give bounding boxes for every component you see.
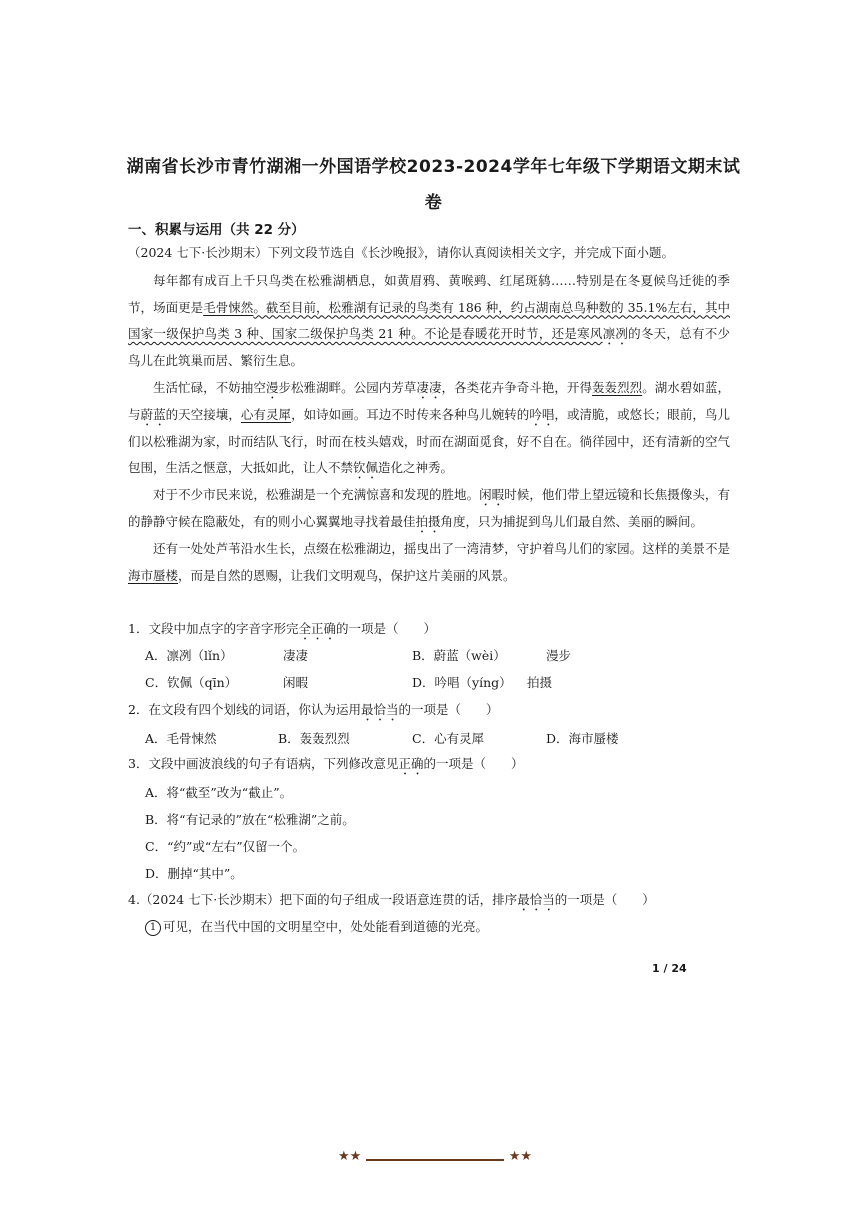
text-run: 1．文段中加点字的字音字形完 <box>128 621 299 636</box>
text-run: 对于不少市民来说，松雅湖是一个充满惊喜和发现的胜地。 <box>153 487 480 502</box>
text-run: ，各类花卉争奇斗艳，开得 <box>441 379 593 395</box>
passage-paragraph-2 <box>128 375 730 483</box>
star-icon: ★★ <box>338 1149 362 1164</box>
q2-option-a: A．毛骨悚然 <box>145 731 217 746</box>
q2-option-c: C．心有灵犀 <box>412 731 485 746</box>
text-run: 的一项是（ ） <box>398 702 499 717</box>
dotted-word: 拍摄 <box>415 514 441 529</box>
text-run: 步松雅湖畔。公园内芳草 <box>278 379 417 395</box>
q3-option-a: A．将“截至”改为“截止”。 <box>145 785 293 800</box>
text-run: 的一项是（ ） <box>335 621 436 636</box>
dotted-word: 蔚蓝 <box>140 406 166 422</box>
dotted-word: 钦佩 <box>353 460 379 475</box>
section-intro: （2024 七下·长沙期末）下列文段节选自《长沙晚报》，请你认真阅读相关文字，并完成下面小题。 <box>128 245 675 260</box>
q2-option-b: B．轰轰烈烈 <box>278 731 350 746</box>
passage-paragraph-3 <box>128 482 730 536</box>
star-icon: ★★ <box>508 1149 532 1164</box>
text-run: 造化之神秀。 <box>378 460 454 475</box>
q1-option-b: B．蔚蓝（wèi） <box>412 648 506 663</box>
text-run: 的冬天，总有不少鸟儿在此筑巢而居、繁衍生息。 <box>128 326 730 368</box>
dotted-word: 闲暇 <box>479 487 505 502</box>
dotted-word: 正确 <box>398 756 424 771</box>
text-run: 的一项是（ ） <box>423 756 524 771</box>
text-run: 时候，他们带上望远镜和长焦摄像头，有的静静守候在隐蔽处，有的则小心翼翼地寻找着最佳 <box>128 487 730 529</box>
underlined-phrase: 海市蜃楼 <box>128 567 179 583</box>
reading-passage <box>128 268 730 589</box>
question-2 <box>128 700 499 724</box>
text-run: 每年都有成百上千只鸟类在松雅湖栖息，如黄眉鸦、黄喉鹀、红尾斑鸫……特别是在冬夏候鸟迁徙的季节，场面更是 <box>128 273 730 315</box>
dotted-word: 凄凄 <box>416 379 442 395</box>
text-run: 2．在文段有四个划线的词语，你认为运用 <box>128 702 361 717</box>
page-number: 1 / 24 <box>652 962 687 975</box>
text-run: ，而是自然的恩赐，让我们文明观鸟，保护这片美丽的风景。 <box>178 567 516 583</box>
question-3 <box>128 754 524 778</box>
q1-option-a-word: 凄凄 <box>283 648 309 663</box>
text-run: 角度，只为捕捉到鸟儿们最自然、美丽的瞬间。 <box>440 514 704 529</box>
q1-option-c: C．钦佩（qīn） <box>145 675 238 690</box>
text-run: 的一项是（ ） <box>554 892 655 907</box>
text-run: 4.（2024 七下·长沙期末）把下面的句子组成一段语意连贯的话，排序 <box>128 892 518 907</box>
text-run: 生活忙碌，不妨抽空 <box>153 379 266 395</box>
q1-option-d: D．吟唱（yíng） <box>412 675 512 690</box>
text-run: 3．文段中画波浪线的句子有语病，下列修改意见 <box>128 756 399 771</box>
dotted-word: 吟唱 <box>529 406 555 422</box>
q3-option-c: C．“约”或“左右”仅留一个。 <box>145 839 306 854</box>
dotted-word: 漫 <box>265 379 279 395</box>
q4-sentence-1 <box>145 917 488 936</box>
text-run: 还有一处处芦苇沿水生长，点缀在松雅湖边，摇曳出了一湾清梦，守护着鸟儿们的家园。这样的美景不是 <box>153 541 730 556</box>
q2-option-d: D．海市蜃楼 <box>546 731 619 746</box>
question-4 <box>128 890 655 914</box>
dotted-word: 最恰当 <box>360 702 399 717</box>
underlined-phrase: 毛骨悚然 <box>203 299 254 315</box>
document-title-line1: 湖南省长沙市青竹湖湘一外国语学校2023-2024学年七年级下学期语文期末试 <box>126 157 741 177</box>
text-run: 。湖水碧如蓝，与 <box>128 379 730 422</box>
passage-paragraph-4 <box>128 536 730 589</box>
text-run: ，或清脆，或悠长；眼前，鸟儿们以松雅湖为家，时而结队飞行，时而在枝头嬉戏，时而在湖面觅食，好不自在。徜徉园中，还有清新的空气包围，生活之惬意，大抵如此，让人不禁 <box>128 406 730 475</box>
question-1 <box>128 619 436 643</box>
underlined-phrase: 轰轰烈烈 <box>592 379 643 395</box>
text-run: 可见，在当代中国的文明星空中，处处能看到道德的光亮。 <box>163 919 489 934</box>
footer-rule <box>366 1159 504 1161</box>
footer-ornament <box>338 1149 532 1169</box>
q1-option-a: A．凛冽（lǐn） <box>145 648 233 663</box>
circled-number-marker: 1 <box>145 920 161 936</box>
underlined-phrase: 心有灵犀 <box>240 406 292 422</box>
q1-option-d-word: 拍摄 <box>527 675 553 690</box>
dotted-word: 全正确 <box>298 621 336 636</box>
document-title-line2: 卷 <box>424 193 443 213</box>
passage-paragraph-1 <box>128 268 730 375</box>
dotted-word: 最恰当 <box>517 892 555 907</box>
q3-option-b: B．将“有记录的”放在“松雅湖”之前。 <box>145 812 355 827</box>
text-run: 的天空接壤， <box>165 406 241 422</box>
q1-option-c-word: 闲暇 <box>283 675 309 690</box>
wavy-underlined-sentence: 。截至目前，松雅湖有记录的鸟类有 186 种，约占湖南总鸟种数的 35.1%左右，其中国家一级保护鸟类 3 种、国家二级保护鸟类 21 种。不论是春暖花开时节，还是寒风 <box>128 299 730 341</box>
text-run: ，如诗如画。耳边不时传来各种鸟儿婉转的 <box>291 406 530 422</box>
section-heading: 一、积累与运用（共 22 分） <box>128 222 305 238</box>
dotted-word: 凛冽 <box>602 326 629 341</box>
q1-option-b-word: 漫步 <box>546 648 572 663</box>
q3-option-d: D．删掉“其中”。 <box>145 866 243 881</box>
